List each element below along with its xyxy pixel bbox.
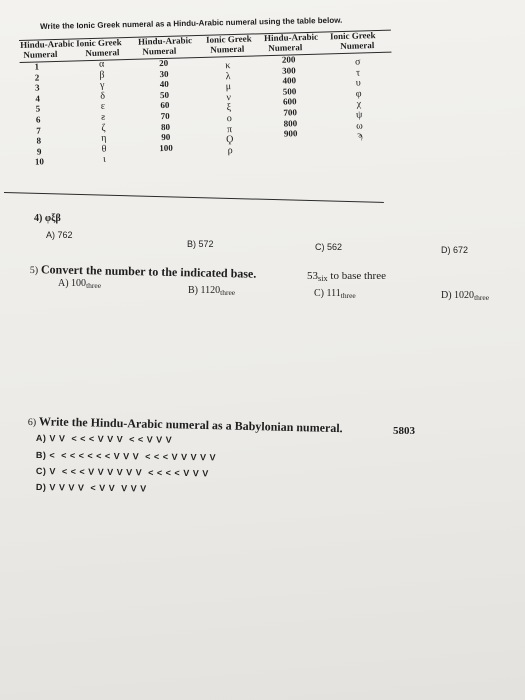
table-cell: Ϙ bbox=[226, 134, 234, 146]
table-cell: υ bbox=[355, 77, 361, 89]
table-cell: 2 bbox=[34, 72, 40, 83]
table-cell: ρ bbox=[227, 144, 233, 156]
table-cell: κ bbox=[225, 60, 231, 72]
header-ionic-greek-3: Ionic Greek Numeral bbox=[329, 30, 376, 52]
q5-given-number: $53_{six}$ to base three bbox=[307, 270, 386, 283]
table-cell: ζ bbox=[101, 122, 106, 134]
table-cell: ϡ bbox=[356, 130, 363, 142]
table-cell: ƨ bbox=[101, 111, 106, 123]
question-number: 6) bbox=[27, 416, 37, 429]
table-cell: 7 bbox=[36, 125, 41, 136]
table-cell: 9 bbox=[36, 146, 42, 157]
header-ionic-greek-2: Ionic Greek Numeral bbox=[205, 33, 252, 55]
table-instruction: Write the Ionic Greek numeral as a Hindu-Arabic numeral using the table below. bbox=[40, 15, 343, 31]
table-cell: 10 bbox=[34, 156, 45, 167]
table-cell: ξ bbox=[226, 102, 232, 114]
table-cell: η bbox=[101, 132, 107, 144]
table-cell: 600 bbox=[282, 96, 297, 108]
table-cell: 5 bbox=[35, 103, 41, 114]
table-cell: α bbox=[98, 58, 105, 70]
table-cell: 500 bbox=[282, 86, 297, 97]
question-number: 4) bbox=[34, 213, 43, 224]
table-cell: 20 bbox=[159, 57, 169, 69]
q4-choice-d: D) 672 bbox=[441, 245, 469, 255]
column-hindu-arabic-1-20 bbox=[15, 61, 62, 168]
table-cell: 90 bbox=[161, 132, 171, 143]
header-hindu-arabic-2: Hindu-Arabic Numeral bbox=[137, 35, 193, 57]
question-4 bbox=[34, 213, 61, 224]
column-hindu-arabic-hundreds bbox=[267, 54, 313, 140]
column-ionic-greek-tens bbox=[206, 61, 253, 158]
greek-numeral-table bbox=[0, 0, 525, 200]
q4-choice-a: A) 762 bbox=[46, 230, 73, 240]
table-cell: 200 bbox=[281, 54, 296, 65]
q6-choice-c: C) V < < < V V V V V V < < < < V V V bbox=[35, 466, 209, 479]
q5-choice-a: A) $100_{three}$ bbox=[58, 278, 102, 290]
table-cell: ν bbox=[226, 91, 232, 104]
table-cell: 4 bbox=[35, 93, 41, 104]
table-cell: φ bbox=[355, 88, 362, 100]
table-cell: 50 bbox=[159, 89, 170, 100]
table-cell: 800 bbox=[283, 117, 298, 129]
q5-choice-d: D) $1020_{three}$ bbox=[441, 290, 490, 302]
q4-choice-b: B) 572 bbox=[187, 239, 214, 249]
header-hindu-arabic-3: Hindu-Arabic Numeral bbox=[263, 31, 319, 54]
column-ionic-greek-hundreds bbox=[336, 57, 382, 143]
q4-choice-c: C) 562 bbox=[315, 242, 343, 252]
table-cell: μ bbox=[225, 81, 232, 93]
table-cell: 70 bbox=[160, 110, 170, 122]
table-cell: ω bbox=[356, 120, 363, 132]
table-cell: δ bbox=[100, 90, 106, 102]
table-cell: 8 bbox=[36, 135, 42, 146]
table-cell: χ bbox=[356, 98, 362, 110]
table-cell: θ bbox=[101, 143, 107, 155]
q5-choice-b: B) $1120_{three}$ bbox=[188, 285, 236, 297]
q6-choice-d: D) V V V V < V V V V V bbox=[35, 482, 147, 494]
table-cell: 6 bbox=[35, 114, 41, 125]
q5-choice-c: C) $111_{three}$ bbox=[314, 288, 356, 300]
question-prompt: Write the Hindu-Arabic numeral as a Babylonian numeral. bbox=[38, 414, 343, 436]
header-hindu-arabic-1: Hindu-Arabic Numeral bbox=[20, 38, 75, 60]
column-ionic-greek-1-10 bbox=[80, 59, 127, 166]
table-cell: γ bbox=[99, 79, 105, 91]
question-number: 5) bbox=[29, 264, 39, 277]
table-cell: β bbox=[99, 69, 105, 81]
table-cell: τ bbox=[355, 67, 361, 79]
table-cell: ε bbox=[100, 101, 106, 113]
table-cell: ψ bbox=[355, 109, 363, 121]
table-cell: 3 bbox=[34, 82, 40, 93]
column-hindu-arabic-tens bbox=[142, 57, 189, 154]
table-cell: 1 bbox=[34, 61, 40, 72]
table-cell: σ bbox=[354, 56, 361, 68]
table-cell: 30 bbox=[159, 68, 169, 79]
q6-choice-a: A) V V < < < V V V < < V V V bbox=[35, 433, 173, 445]
table-cell: ι bbox=[102, 153, 106, 166]
greek-numeral-prompt: φξβ bbox=[44, 213, 61, 224]
table-cell: ο bbox=[226, 113, 232, 125]
question-prompt: Convert the number to the indicated base. bbox=[40, 262, 257, 281]
table-cell: 900 bbox=[283, 128, 298, 139]
table-cell: 80 bbox=[160, 121, 171, 132]
table-cell: 60 bbox=[160, 100, 170, 111]
q6-choice-b: B) < < < < < < < V V V < < < V V V V V bbox=[35, 450, 217, 463]
q6-value: 5803 bbox=[393, 425, 415, 437]
table-cell: 700 bbox=[283, 107, 298, 118]
header-ionic-greek-1: Ionic Greek Numeral bbox=[75, 37, 122, 59]
table-cell: λ bbox=[225, 70, 231, 82]
table-cell: π bbox=[226, 123, 233, 135]
table-cell: 400 bbox=[282, 75, 297, 86]
table-cell: 300 bbox=[282, 64, 296, 76]
table-cell: 40 bbox=[159, 79, 169, 90]
table-cell: 100 bbox=[159, 142, 173, 153]
